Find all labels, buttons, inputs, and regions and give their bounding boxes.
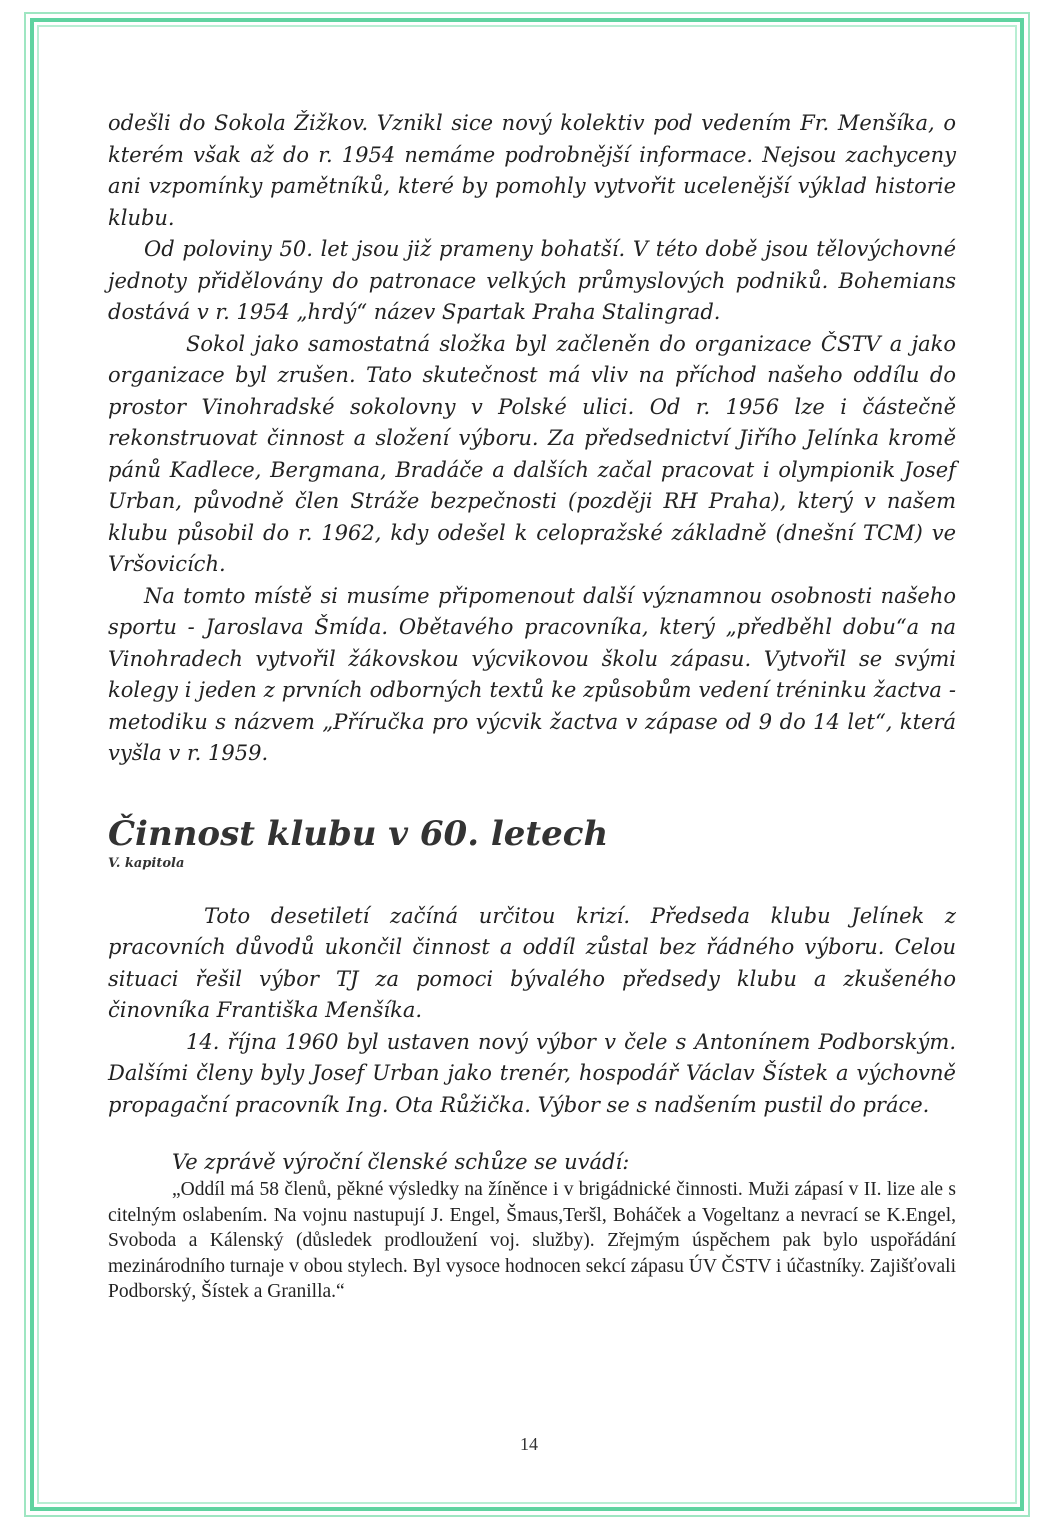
- spacer: [108, 1121, 956, 1147]
- paragraph-new-committee: 14. října 1960 byl ustaven nový výbor v čele s Antonínem Podborským. Dalšími členy byly Josef Urban jako trenér, hospodář Václav Šístek a výchovně propagační pracovník Ing. Ota Růžička. Výbor se s nadšením pustil do práce.: [108, 1029, 956, 1117]
- paragraph-crisis: Toto desetiletí začíná určitou krizí. Předseda klubu Jelínek z pracovních důvodů ukončil činnost a oddíl zůstal bez řádného výboru. Celou situaci řešil výbor TJ za pomoci bývalého předsedy klubu a zkušeného činovníka Františka Menšíka.: [108, 903, 956, 1022]
- paragraph-fifties: Od poloviny 50. let jsou již prameny bohatší. V této době jsou tělovýchovné jednoty přidělovány do patronace velkých průmyslových podniků. Bohemians dostává v r. 1954 „hrdý“ název Spartak Praha Stalingrad.: [108, 237, 956, 324]
- paragraph-sokol: Sokol jako samostatná složka byl začleněn do organizace ČSTV a jako organizace byl zrušen. Tato skutečnost má vliv na příchod našeho oddílu do prostor Vinohradské sokolovny v Polské ulici. Od r. 1956 lze i částečně rekonstruovat činnost a složení výboru. Za předsednictví Jiřího Jelínka kromě pánů Kadlece, Bergmana, Bradáče a dalších začal pracovat i olympionik Josef Urban, původně člen Stráže bezpečnosti (později RH Praha), který v našem klubu působil do r. 1962, kdy odešel k celopražské základně (dnešní TCM) ve Vršovicích.: [108, 331, 956, 576]
- paragraph-continuation: odešli do Sokola Žižkov. Vznikl sice nový kolektiv pod vedením Fr. Menšíka, o kterém však až do r. 1954 nemáme podrobnější informace. Nejsou zachyceny ani vzpomínky pamětníků, které by pomohly vytvořit ucelenější výklad historie klubu.: [108, 111, 956, 230]
- page-content: [108, 108, 956, 1305]
- quote-intro: Ve zprávě výroční členské schůze se uvádí:: [172, 1150, 630, 1174]
- chapter-title: Činnost klubu v 60. letech: [108, 813, 609, 854]
- chapter-subtitle: V. kapitola: [108, 855, 185, 871]
- page-number: 14: [520, 1434, 538, 1454]
- quote-text: „Oddíl má 58 členů, pěkné výsledky na žíněnce i v brigádnické činnosti. Muži zápasí v II. lize ale s citelným oslabením. Na vojnu nastupují J. Engel, Šmaus,Teršl, Boháček a Vogeltanz a nevrací se K.Engel, Svoboda a Kálenský (důsledek prodloužení voj. služby). Zřejmým úspěchem pak bylo uspořádání mezinárodního turnaje v obou stylech. Byl vysoce hodnocen sekcí zápasu ÚV ČSTV i účastníky. Zajišťovali Podborský, Šístek a Granilla.“: [108, 1179, 956, 1302]
- paragraph-smid: Na tomto místě si musíme připomenout další významnou osobnosti našeho sportu - Jaroslava Šmída. Obětavého pracovníka, který „předběhl dobu“a na Vinohradech vytvořil žákovskou výcvikovou školu zápasu. Vytvořil se svými kolegy i jeden z prvních odborných textů ke způsobům vedení tréninku žactva - metodiku s názvem „Příručka pro výcvik žactva v zápase od 9 do 14 let“, která vyšla v r. 1959.: [108, 583, 956, 765]
